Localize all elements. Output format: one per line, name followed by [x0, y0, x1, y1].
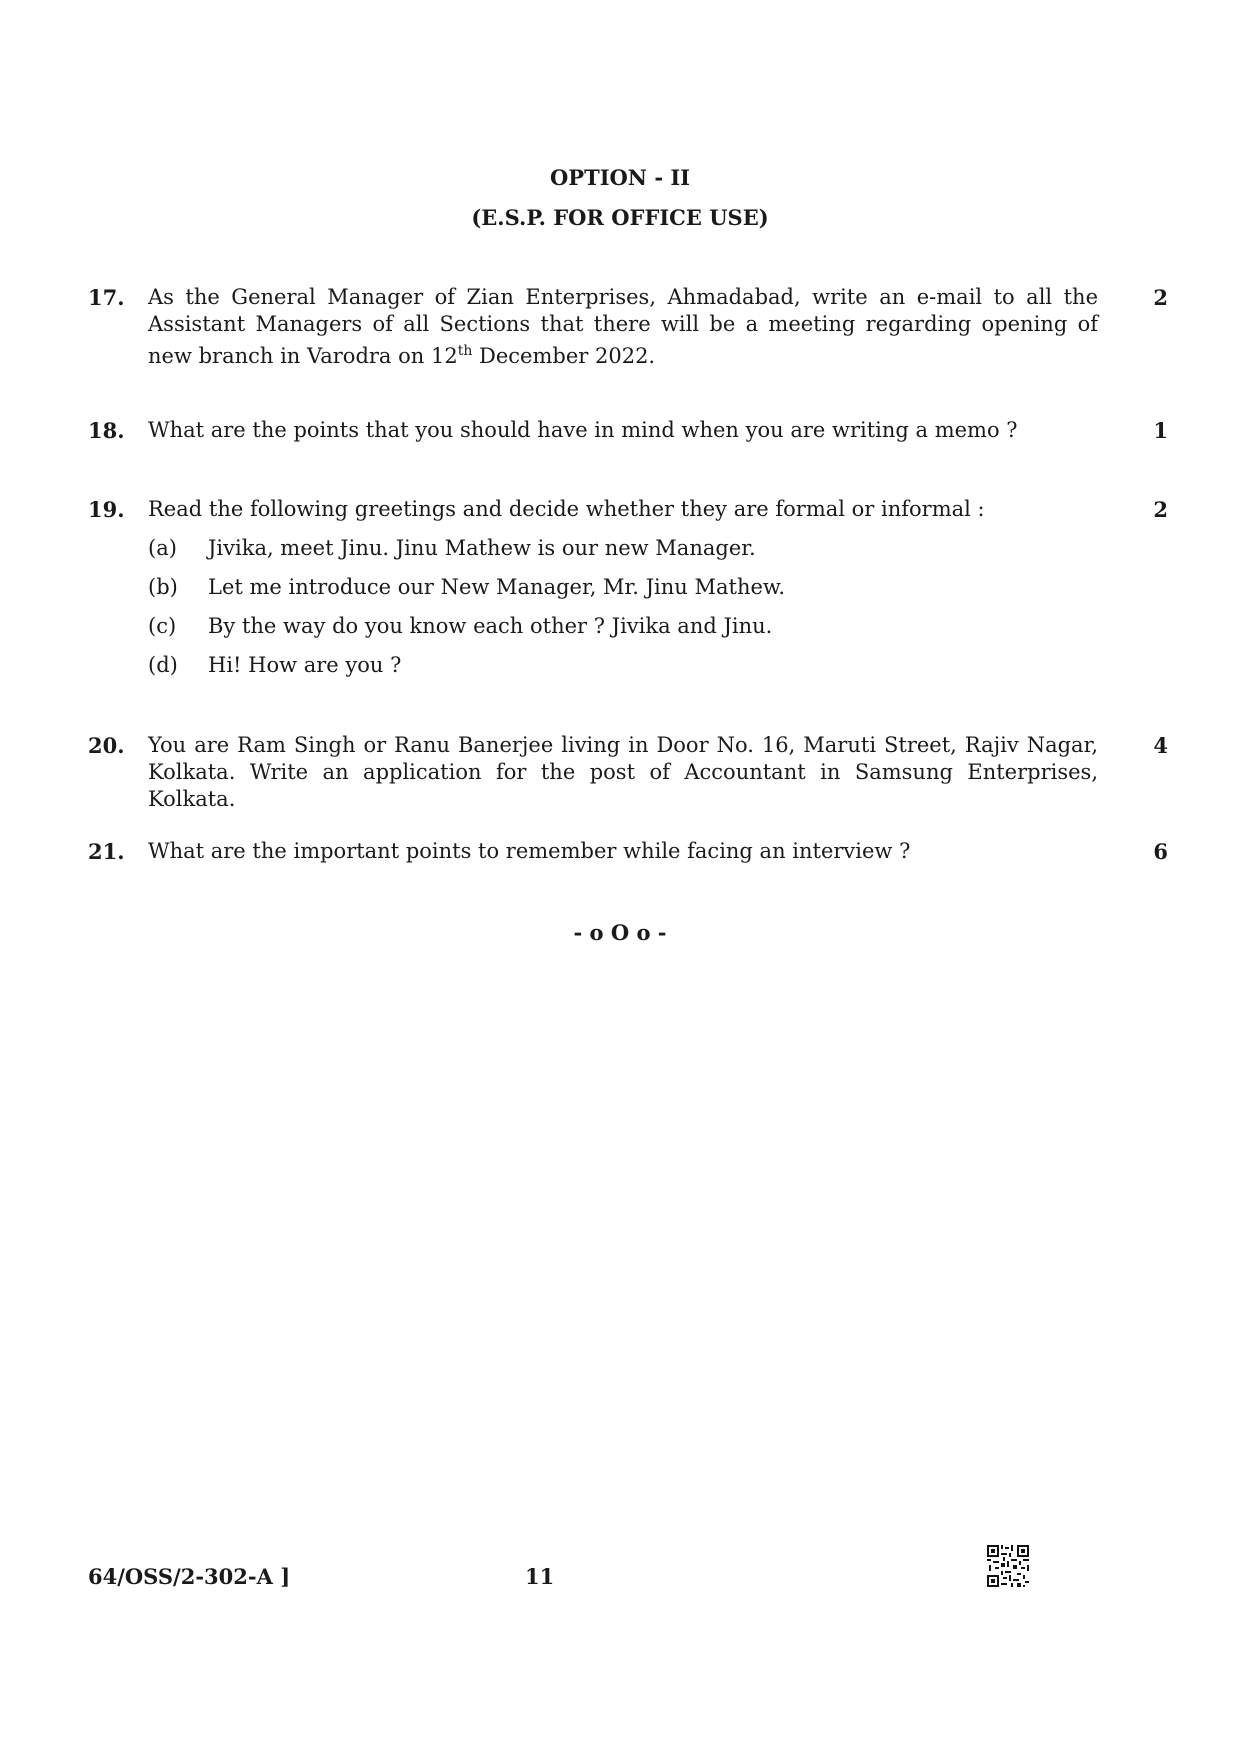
paper-code: 64/OSS/2-302-A ]: [88, 1564, 291, 1589]
question-text: Read the following greetings and decide whether they are formal or informal :: [148, 497, 985, 521]
question-number: 18.: [88, 418, 125, 443]
item-label: (c): [148, 614, 177, 638]
item-label: (a): [148, 536, 177, 560]
question-marks: 6: [1153, 839, 1168, 864]
page-number: 11: [525, 1564, 555, 1589]
option-subtitle: (E.S.P. FOR OFFICE USE): [471, 205, 769, 230]
question-number: 17.: [88, 285, 125, 310]
question-text: You are Ram Singh or Ranu Banerjee living in Door No. 16, Maruti Street, Rajiv Nagar, Kolkata. Write an application for the post of Accountant in Samsung Enterprises, Kolkata.: [148, 733, 1098, 811]
question-marks: 4: [1153, 733, 1168, 758]
item-text: Jivika, meet Jinu. Jinu Mathew is our new Manager.: [208, 536, 756, 560]
question-number: 21.: [88, 839, 125, 864]
option-title: OPTION - II: [549, 165, 690, 190]
question-text: As the General Manager of Zian Enterprises, Ahmadabad, write an e-mail to all the Assistant Managers of all Sections that there will be a meeting regarding opening of new branch in Varodra on 12th December 2022.: [148, 285, 1098, 368]
question-number: 19.: [88, 497, 125, 522]
item-text: By the way do you know each other ? Jivika and Jinu.: [208, 614, 773, 638]
item-label: (b): [148, 575, 178, 599]
question-marks: 1: [1153, 418, 1168, 443]
qr-code-icon: [987, 1545, 1029, 1587]
question-number: 20.: [88, 733, 125, 758]
item-label: (d): [148, 653, 178, 677]
question-text: What are the important points to remember while facing an interview ?: [148, 839, 911, 863]
question-text: What are the points that you should have in mind when you are writing a memo ?: [148, 418, 1018, 442]
end-of-paper-mark: - o O o -: [573, 920, 667, 945]
item-text: Hi! How are you ?: [208, 653, 402, 677]
question-marks: 2: [1153, 497, 1168, 522]
item-text: Let me introduce our New Manager, Mr. Jinu Mathew.: [208, 575, 786, 599]
question-marks: 2: [1153, 285, 1168, 310]
